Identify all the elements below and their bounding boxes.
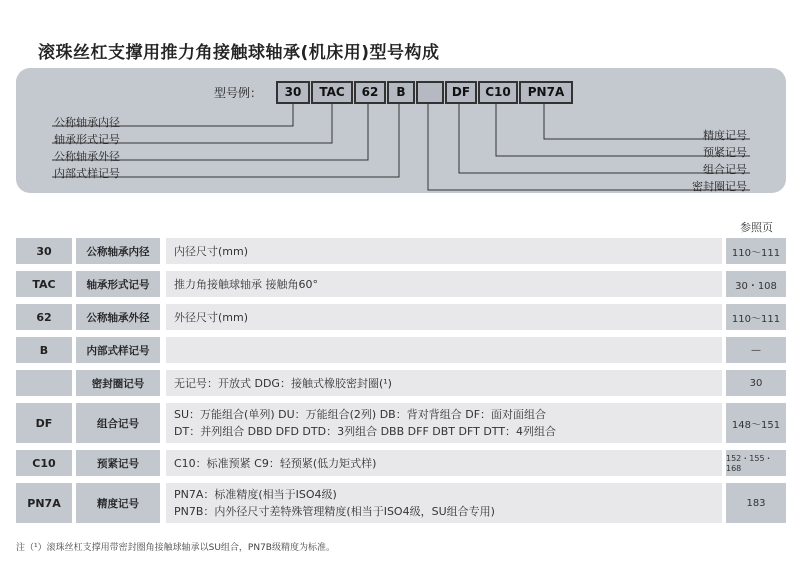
row-name: 密封圈记号 <box>76 370 160 396</box>
row-desc <box>166 337 722 363</box>
row-desc-line: 外径尺寸(mm) <box>174 311 249 324</box>
row-desc <box>166 483 722 523</box>
row-code: 30 <box>16 238 72 264</box>
row-desc <box>166 238 722 264</box>
code-box-internal: B <box>387 81 415 104</box>
row-code: C10 <box>16 450 72 476</box>
row-desc-line: 无记号：开放式 DDG：接触式橡胶密封圈(¹) <box>174 377 392 390</box>
row-desc <box>166 370 722 396</box>
row-name: 预紧记号 <box>76 450 160 476</box>
row-code: TAC <box>16 271 72 297</box>
reference-page-header: 参照页 <box>740 221 773 234</box>
row-name: 内部式样记号 <box>76 337 160 363</box>
code-box-precision: PN7A <box>519 81 573 104</box>
footnote: 注（¹）滚珠丝杠支撑用带密封圈角接触球轴承以SU组合，PN7B级精度为标准。 <box>16 543 335 553</box>
code-box-preload: C10 <box>478 81 518 104</box>
code-box-od: 62 <box>354 81 386 104</box>
row-code: DF <box>16 403 72 443</box>
row-desc-line: PN7A：标准精度(相当于ISO4级) <box>174 488 337 501</box>
row-desc-line: C10：标准预紧 C9：轻预紧(低力矩式样) <box>174 457 377 470</box>
page-title: 滚珠丝杠支撑用推力角接触球轴承(机床用)型号构成 <box>38 43 440 63</box>
row-desc-line: DT：并列组合 DBD DFD DTD：3列组合 DBB DFF DBT DFT DTT：4列组合 <box>174 425 557 438</box>
code-box-bore: 30 <box>276 81 310 104</box>
row-code: 62 <box>16 304 72 330</box>
row-page: 110～111 <box>726 304 786 330</box>
row-desc <box>166 403 722 443</box>
label-arrangement: 组合记号 <box>703 163 747 176</box>
row-desc-line: 内径尺寸(mm) <box>174 245 249 258</box>
row-desc-line: PN7B：内外径尺寸差特殊管理精度(相当于ISO4级，SU组合专用) <box>174 505 495 518</box>
row-code: PN7A <box>16 483 72 523</box>
row-code <box>16 370 72 396</box>
row-code: B <box>16 337 72 363</box>
row-desc <box>166 304 722 330</box>
row-name: 精度记号 <box>76 483 160 523</box>
row-name: 公称轴承内径 <box>76 238 160 264</box>
label-type: 轴承形式记号 <box>54 133 120 146</box>
code-box-arrangement: DF <box>445 81 477 104</box>
label-od: 公称轴承外径 <box>54 150 120 163</box>
row-desc-line: SU：万能组合(单列) DU：万能组合(2列) DB：背对背组合 DF：面对面组合 <box>174 408 547 421</box>
label-preload: 预紧记号 <box>703 146 747 159</box>
label-seal: 密封圈记号 <box>692 180 747 193</box>
row-page: 148～151 <box>726 403 786 443</box>
row-page: 30・108 <box>726 271 786 297</box>
row-name: 组合记号 <box>76 403 160 443</box>
example-label: 型号例： <box>214 86 263 100</box>
row-name: 轴承形式记号 <box>76 271 160 297</box>
row-desc <box>166 450 722 476</box>
row-page: — <box>726 337 786 363</box>
row-page: 30 <box>726 370 786 396</box>
row-page: 183 <box>726 483 786 523</box>
row-page: 110～111 <box>726 238 786 264</box>
row-desc <box>166 271 722 297</box>
row-name: 公称轴承外径 <box>76 304 160 330</box>
label-precision: 精度记号 <box>703 129 747 142</box>
label-bore: 公称轴承内径 <box>54 116 120 129</box>
label-internal: 内部式样记号 <box>54 167 120 180</box>
code-box-type: TAC <box>311 81 353 104</box>
row-page: 152・155・168 <box>726 450 786 476</box>
row-desc-line: 推力角接触球轴承 接触角60° <box>174 278 318 291</box>
